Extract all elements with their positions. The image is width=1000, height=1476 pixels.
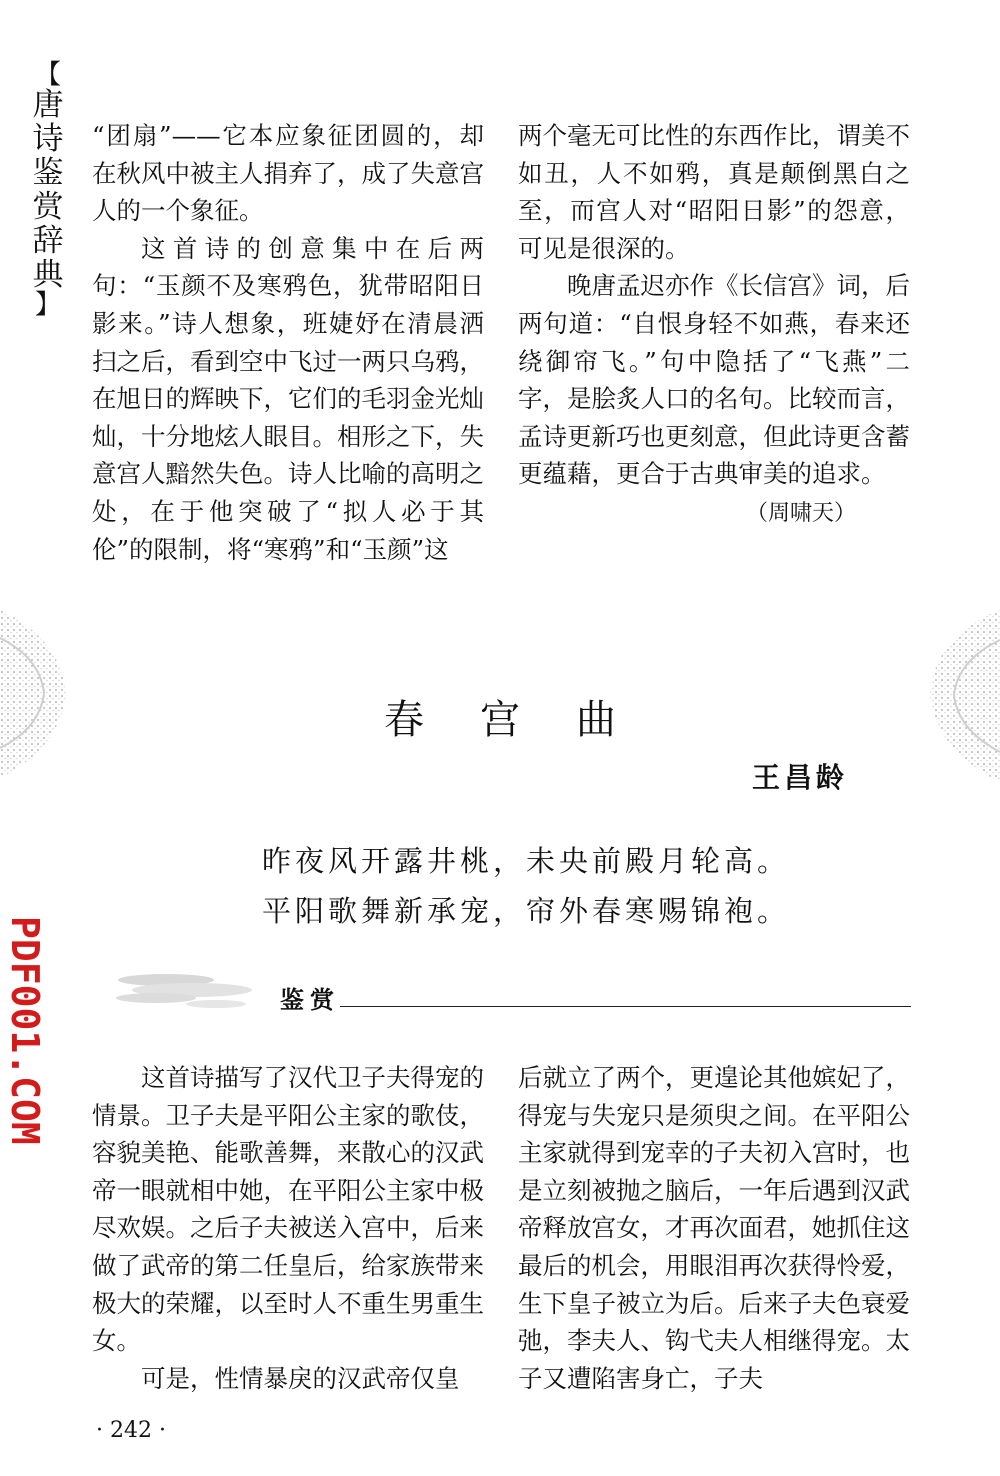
paragraph: 后就立了两个，更遑论其他嫔妃了，得宠与失宠只是须臾之间。在平阳公主家就得到宠幸的子夫初入宫时，也是立刻被抛之脑后，一年后遇到汉武帝释放宫女，才再次面君，她抓住这最后的机会，用眼泪再次获得怜爱，生下皇子被立为后。后来子夫色衰爱弛，李夫人、钩弋夫人相继得宠。太子又遭陷害身亡，子夫 [518, 1063, 910, 1393]
tab-char: 典 [32, 257, 64, 293]
appreciation-header [96, 966, 911, 1014]
watermark-text: PDF001.COM [3, 916, 47, 1145]
commentary-author: （周啸天） [745, 500, 856, 526]
poem-line: 平阳歌舞新承宠，帘外春寒赐锦袍。 [262, 894, 791, 928]
paragraph: 这首诗的创意集中在后两句：“玉颜不及寒鸦色，犹带昭阳日影来。”诗人想象，班婕妤在清晨洒扫之后，看到空中飞过一两只乌鸦，在旭日的辉映下，它们的毛羽金光灿灿，十分地炫人眼目。相形之下，失意宫人黯然失色。诗人比喻的高明之处，在于他突破了“拟人必于其伦”的限制，将“寒鸦”和“玉颜”这 [92, 233, 484, 564]
paragraph: 晚唐孟迟亦作《长信宫》词，后两句道：“自恨身轻不如燕，春来还绕御帘飞。”句中隐括了“飞燕”二字，是脍炙人口的名句。比较而言，孟诗更新巧也更刻意，但此诗更含蓄更蕴藉，更合于古典审美的追求。 [518, 271, 910, 489]
paragraph: 两个毫无可比性的东西作比，谓美不如丑，人不如鸦，真是颠倒黑白之至，而宫人对“昭阳日影”的怨意，可见是很深的。 [518, 121, 910, 263]
poet-name: 王昌龄 [752, 761, 849, 794]
tab-open-bracket: 【 [34, 60, 61, 90]
top-left-column [92, 117, 484, 568]
bottom-left-column [92, 1059, 484, 1397]
bottom-right-column [518, 1059, 910, 1397]
tab-char: 唐 [32, 87, 64, 123]
paragraph: “团扇”——它本应象征团圆的，却在秋风中被主人捐弃了，成了失意宫人的一个象征。 [92, 121, 484, 226]
poem-line: 昨夜风开露井桃，未央前殿月轮高。 [262, 844, 791, 878]
book-title-tab [28, 62, 68, 318]
tab-char: 辞 [32, 223, 64, 259]
top-right-column [518, 117, 910, 533]
tab-char: 诗 [32, 121, 64, 157]
paragraph: 可是，性情暴戾的汉武帝仅皇 [141, 1363, 460, 1393]
page-number: · 242 · [96, 1418, 166, 1443]
paragraph: 这首诗描写了汉代卫子夫得宠的情景。卫子夫是平阳公主家的歌伎，容貌美艳、能歌善舞，来散心的汉武帝一眼就相中她，在平阳公主家中极尽欢娱。之后子夫被送入宫中，后来做了武帝的第二任皇后，给家族带来极大的荣耀，以至时人不重生男重生女。 [92, 1063, 484, 1356]
poem-body [262, 836, 790, 936]
section-label: 鉴赏 [280, 980, 344, 1015]
poem-title: 春宫曲 [384, 697, 672, 743]
tab-char: 赏 [32, 189, 64, 225]
tab-char: 鉴 [32, 155, 64, 191]
cloud-ornament-icon [96, 966, 256, 1010]
tab-close-bracket: 】 [34, 290, 61, 320]
section-rule [340, 1006, 911, 1007]
watermark-logo [2, 912, 48, 1162]
